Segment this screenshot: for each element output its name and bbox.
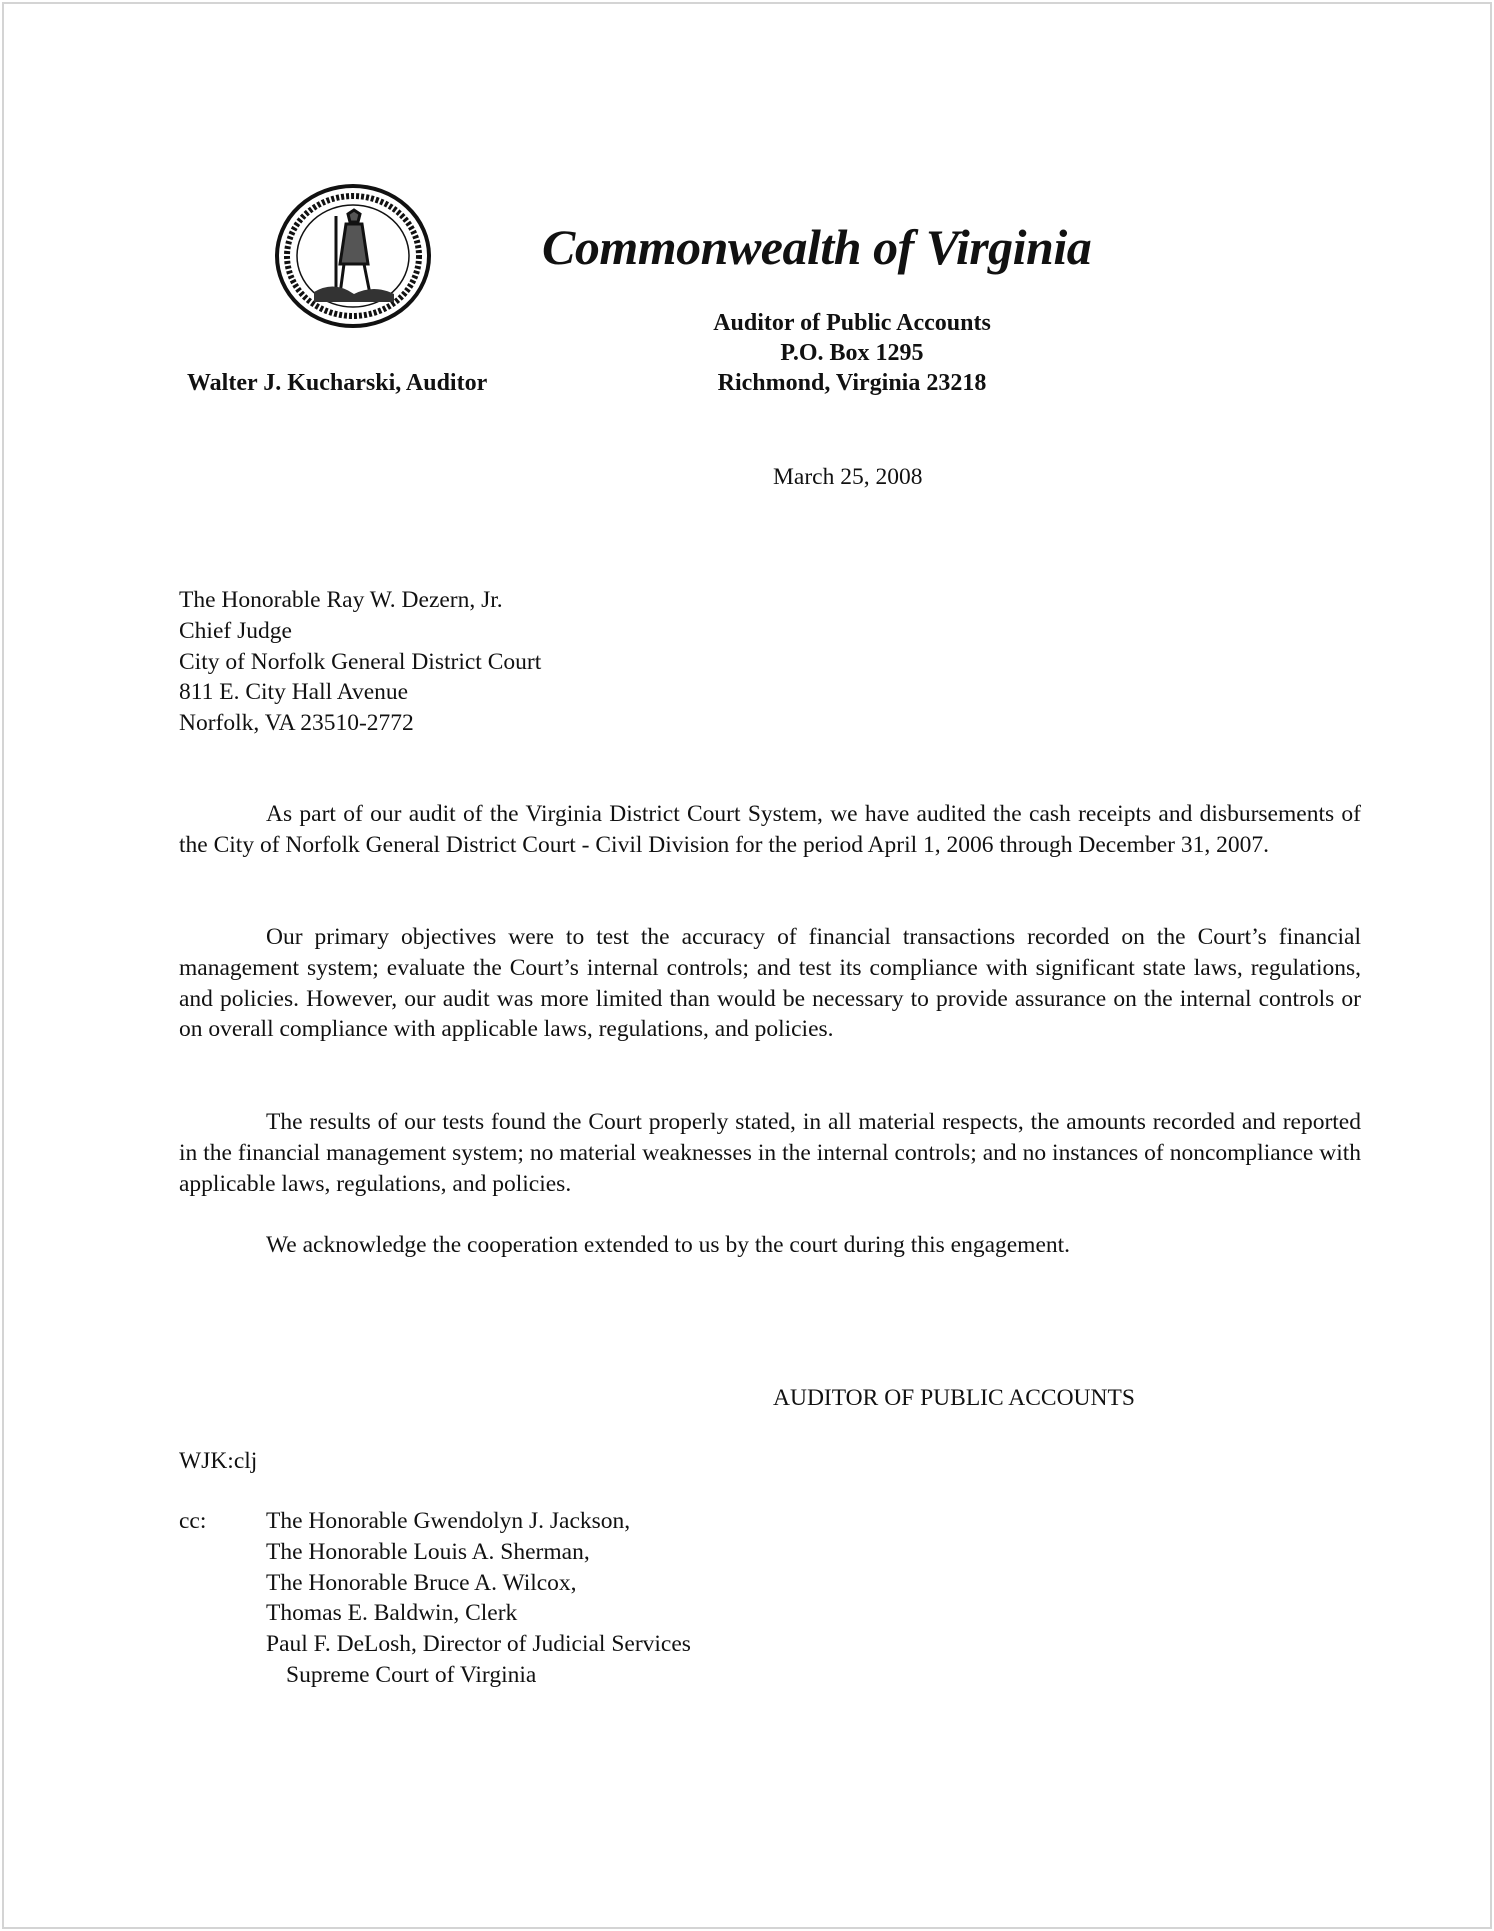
cc-item: Paul F. DeLosh, Director of Judicial Services <box>266 1631 691 1658</box>
virginia-seal <box>274 184 432 329</box>
cc-item: Thomas E. Baldwin, Clerk <box>266 1600 518 1627</box>
letterhead-title: Commonwealth of Virginia <box>542 219 1092 275</box>
po-box: P.O. Box 1295 <box>780 340 924 366</box>
initials: WJK:clj <box>179 1448 258 1474</box>
office-name: Auditor of Public Accounts <box>713 310 991 336</box>
cc-item: The Honorable Bruce A. Wilcox, <box>266 1569 577 1596</box>
cc-label: cc: <box>179 1508 207 1534</box>
auditor-name: Walter J. Kucharski, Auditor <box>187 370 488 396</box>
office-city: Richmond, Virginia 23218 <box>717 370 987 396</box>
body-paragraph: As part of our audit of the Virginia District Court System, we have audited the cash receipts and disbursements of the City of Norfolk General District Court - Civil Division for the period April 1, 2006 through December 31, 2007. <box>179 801 1361 858</box>
body-paragraph: Our primary objectives were to test the accuracy of financial transactions recorded on the Court’s financial management system; evaluate the Court’s internal controls; and test its compliance with significant state laws, regulations, and policies. However, our audit was more limited than would be necessary to provide assurance on the internal controls or on overall compliance with applicable laws, regulations, and policies. <box>179 924 1361 1043</box>
signature-block: AUDITOR OF PUBLIC ACCOUNTS <box>773 1385 1135 1411</box>
address-line: 811 E. City Hall Avenue <box>179 679 409 706</box>
cc-item: Supreme Court of Virginia <box>286 1661 537 1688</box>
body-paragraph: The results of our tests found the Court properly stated, in all material respects, the amounts recorded and reported in the financial management system; no material weaknesses in the internal controls; and no instances of noncompliance with applicable laws, regulations, and policies. <box>179 1109 1361 1197</box>
cc-item: The Honorable Gwendolyn J. Jackson, <box>266 1508 631 1534</box>
address-line: City of Norfolk General District Court <box>179 648 542 675</box>
address-line: Norfolk, VA 23510-2772 <box>179 710 414 737</box>
body-paragraph: We acknowledge the cooperation extended to us by the court during this engagement. <box>266 1232 1071 1258</box>
address-line: The Honorable Ray W. Dezern, Jr. <box>179 587 503 613</box>
cc-item: The Honorable Louis A. Sherman, <box>266 1538 590 1565</box>
address-line: Chief Judge <box>179 617 292 644</box>
letter-date: March 25, 2008 <box>773 464 923 490</box>
recipient-address <box>179 585 541 739</box>
cc-list <box>266 1506 691 1691</box>
